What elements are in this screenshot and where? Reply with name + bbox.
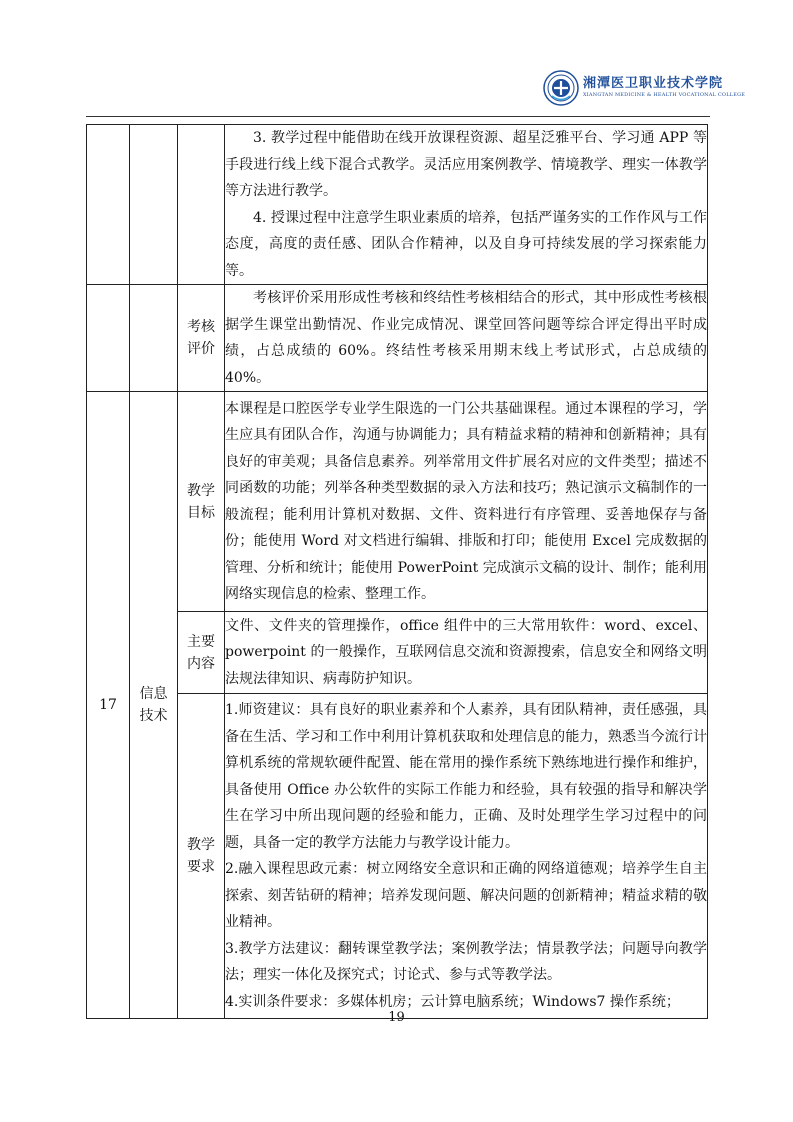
objectives-text: 本课程是口腔医学专业学生限选的一门公共基础课程。通过本课程的学习，学生应具有团队合作，沟通与协调能力；具有精益求精的精神和创新精神；具有良好的审美观；具备信息素养。列举常用文件扩展名对应的文件类型；描述不同函数的功能；列举各种类型数据的录入方法和技巧；熟记演示文稿制作的一般流程；能利用计算机对数据、文件、资料进行有序管理、妥善地保存与备份；能使用 Word 对文档进行编辑、排版和打印；能使用 Excel 完成数据的管理、分析和统计；能使用 PowerPoint 完成演示文稿的设计、制作；能利用网络实现信息的检索、整理工作。: [225, 392, 708, 612]
objectives-label: 教学目标: [178, 392, 225, 612]
school-name-cn: 湘潭医卫职业技术学院: [583, 76, 724, 91]
table-row: [87, 392, 708, 612]
continued-name-cell: [130, 125, 178, 285]
continued-label-cell: [178, 125, 225, 285]
requirement-item: 1.师资建议：具有良好的职业素养和个人素养，具有团队精神，责任感强，具备在生活、学习和工作中利用计算机获取和处理信息的能力，熟悉当今流行计算机系统的常规软硬件配置、能在常用的操作系统下熟练地进行操作和维护，具备使用 Office 办公软件的实际工作能力和经验，具有较强的指导和解决学生在学习中所出现问题的经验和能力，正确、及时处理学生学习过程中的问题，具备一定的教学方法能力与教学设计能力。: [225, 702, 707, 851]
course-number: 17: [87, 392, 130, 1019]
assessment-label: 考核评价: [178, 285, 225, 392]
curriculum-table: [86, 124, 708, 1019]
requirement-item: 2.融入课程思政元素：树立网络安全意识和正确的网络道德观；培养学生自主探索、刻苦钻研的精神；培养发现问题、解决问题的创新精神；精益求精的敬业精神。: [225, 861, 707, 930]
table-row: [87, 694, 708, 1019]
requirement-paragraph: 4. 授课过程中注意学生职业素质的培养，包括严谨务实的工作作风与工作态度，高度的责任感、团队合作精神，以及自身可持续发展的学习探索能力等。: [225, 209, 707, 279]
school-logo: [543, 70, 746, 110]
continued-requirements-cell: [225, 125, 708, 285]
page-number: 19: [388, 1010, 405, 1025]
content-text: 文件、文件夹的管理操作，office 组件中的三大常用软件：word、excel、powerpoint 的一般操作，互联网信息交流和资源搜索，信息安全和网络文明法规法律知识、病毒防护知识。: [225, 612, 708, 694]
table-row: [87, 612, 708, 694]
requirement-item: 3.教学方法建议：翻转课堂教学法；案例教学法；情景教学法；问题导向教学法；理实一体化及探究式；讨论式、参与式等教学法。: [225, 940, 707, 983]
requirements-text: [225, 694, 708, 1019]
requirement-paragraph: 3. 教学过程中能借助在线开放课程资源、超星泛雅平台、学习通 APP 等手段进行线上线下混合式教学。灵活应用案例教学、情境教学、理实一体教学等方法进行教学。: [225, 130, 707, 199]
table-row: [87, 285, 708, 392]
requirements-label: 教学要求: [178, 694, 225, 1019]
header-rule: [86, 116, 710, 117]
school-seal-icon: [543, 70, 579, 106]
continued-number-cell: [87, 125, 130, 285]
assessment-text: 考核评价采用形成性考核和终结性考核相结合的形式，其中形成性考核根据学生课堂出勤情况、作业完成情况、课堂回答问题等综合评定得出平时成绩，占总成绩的 60%。终结性考核采用期末线上考试形式，占总成绩的 40%。: [225, 285, 708, 392]
content-label: 主要内容: [178, 612, 225, 694]
course-name: 信息技术: [130, 392, 178, 1019]
requirement-item: 4.实训条件要求：多媒体机房；云计算电脑系统；Windows7 操作系统；: [225, 993, 680, 1010]
school-name-en: XIANGTAN MEDICINE & HEALTH VOCATIONAL COLLEGE: [583, 92, 746, 98]
table-row: [87, 125, 708, 285]
